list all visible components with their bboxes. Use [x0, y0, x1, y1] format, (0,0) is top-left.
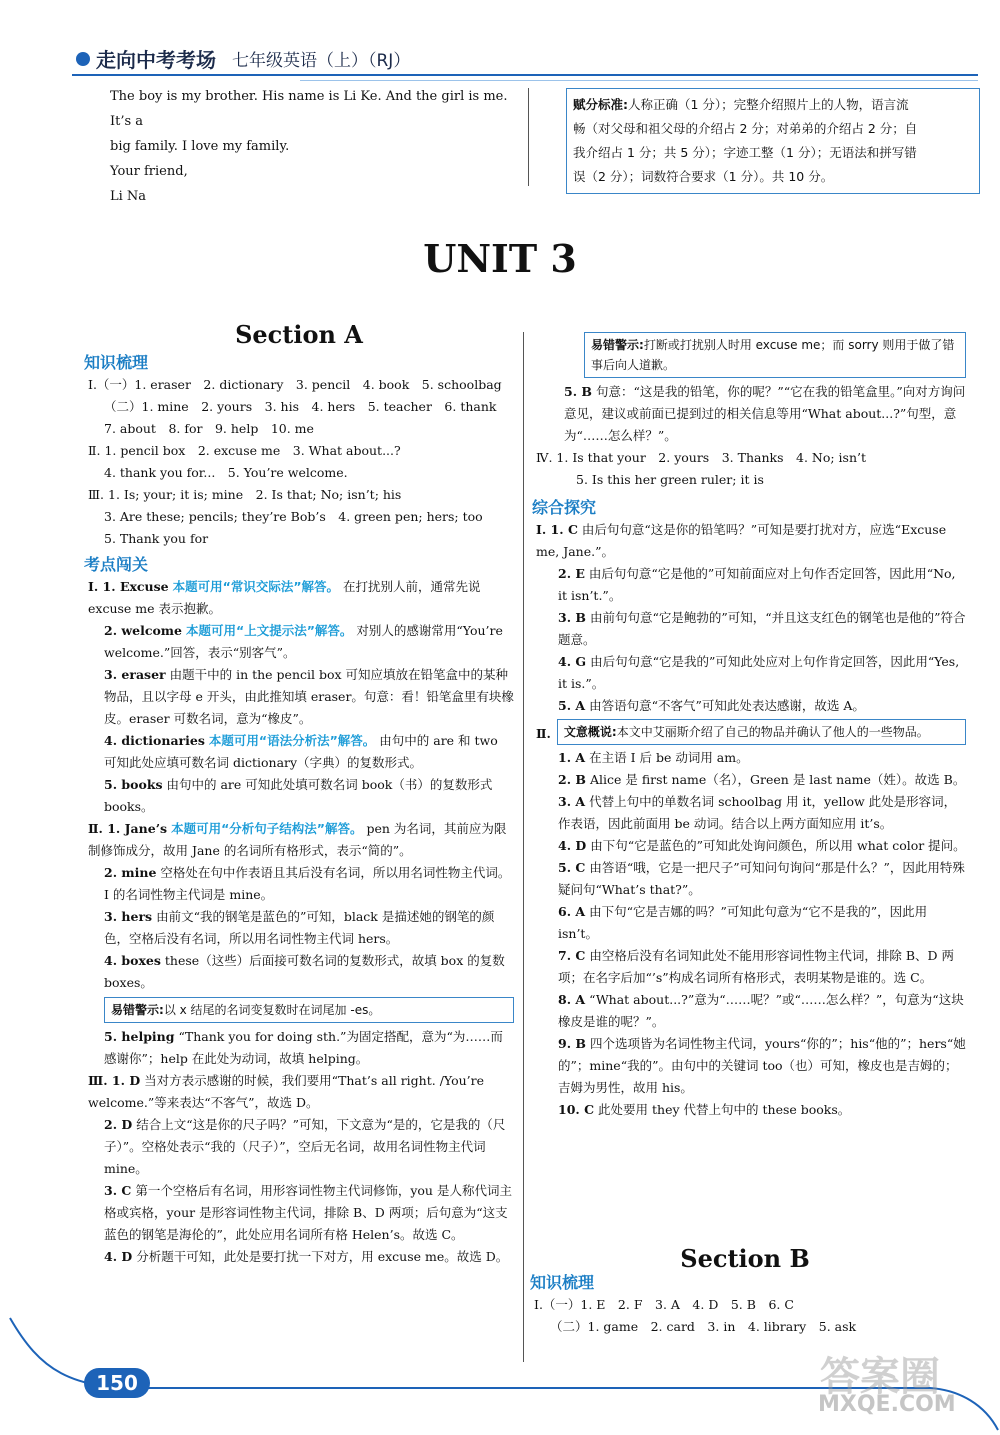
method-hint: 本题可用“常识交际法”解答。 [172, 579, 340, 594]
explanation-item [532, 695, 966, 717]
watermark-logo: 答案圈 [820, 1354, 940, 1400]
explanation-item [84, 730, 514, 774]
explanation-item [84, 620, 514, 664]
item-text: Alice 是 first name（名），Green 是 last name（姓）。故选 B。 [589, 772, 966, 787]
scoring-label: 赋分标准: [573, 97, 628, 112]
explanation-item [84, 1180, 514, 1246]
explanation-item [532, 1099, 966, 1121]
explanation-item [532, 381, 966, 447]
section-b-title: Section B [680, 1244, 810, 1273]
item-text: 代替上句中的单数名词 schoolbag 用 it，yellow 此处是形容词，作表语，因此前面用 be 动词。结合以上两方面知应用 it’s。 [558, 794, 957, 831]
item-text: 由下句“它是蓝色的”可知此处询问颜色，所以用 what color 提问。 [590, 838, 966, 853]
explanation-item [84, 1070, 514, 1114]
warning-label: 易错警示: [111, 1003, 164, 1017]
item-text: 由下句“它是吉娜的吗？”可知此句意为“它不是我的”，因此用 isn’t。 [558, 904, 928, 941]
letter-line: big family. I love my family. [110, 139, 290, 154]
answer-line: Ⅲ. 1. Is; your; it is; mine 2. Is that; No; isn’t; his [88, 487, 402, 502]
item-number: 4. D [104, 1249, 133, 1264]
item-text: 由句中的 are 可知此处填可数名词 book（书）的复数形式 books。 [104, 777, 493, 814]
error-warning-box [104, 997, 514, 1023]
column-divider [523, 332, 524, 1362]
item-text: 由答语“哦，它是一把尺子”可知问句询问“那是什么？”，因此用特殊疑问句“What’s that?”。 [558, 860, 965, 897]
item-number: 7. C [558, 948, 586, 963]
item-number: Ⅰ. 1. C [536, 522, 578, 537]
item-number: 9. B [558, 1036, 586, 1051]
item-number: 2. E [558, 566, 585, 581]
explanation-item [84, 862, 514, 906]
explanation-item [532, 945, 966, 989]
item-text: 句意：“这是我的铅笔，你的呢？”“它在我的铅笔盒里。”向对方询问意见，建议或前面已提到过的相关信息等用“What about...?”句型，意为“……怎么样？”。 [564, 384, 966, 443]
method-hint: 本题可用“分析句子结构法”解答。 [171, 821, 363, 836]
item-text: 当对方表示感谢的时候，我们要用“That’s all right. /You’re welcome.”等来表达“不客气”，故选 D。 [88, 1073, 484, 1110]
item-number: 10. C [558, 1102, 595, 1117]
watermark-url: MXQE.COM [818, 1392, 956, 1417]
column-divider [528, 88, 529, 186]
category-heading: 综合探究 [532, 498, 597, 517]
letter-line: Your friend, [110, 164, 188, 179]
book-subtitle: 七年级英语（上）（RJ） [232, 51, 411, 71]
explanation-item [84, 664, 514, 730]
page-number: 150 [84, 1368, 150, 1398]
item-number: Ⅰ. 1. Excuse [88, 579, 169, 594]
item-number: 4. dictionaries [104, 733, 205, 748]
item-text: 分析题干可知，此处是要打扰一下对方，用 excuse me。故选 D。 [136, 1249, 509, 1264]
section-a-title: Section A [235, 320, 363, 349]
explanation-item [532, 989, 966, 1033]
item-text: 在主语 I 后 be 动词用 am。 [589, 750, 749, 765]
category-heading: 知识梳理 [530, 1273, 595, 1292]
item-text: 由句中的 are 和 two 可知此处应填可数名词 dictionary（字典）的复数形式。 [104, 733, 498, 770]
item-text: “What about...?”意为“……呢？”或“……怎么样？”，句意为“这块橡皮是谁的呢？”。 [558, 992, 964, 1029]
scoring-line: 畅（对父母和祖父母的介绍占 2 分；对弟弟的介绍占 2 分；自 [573, 121, 918, 136]
warning-text: 以 x 结尾的名词变复数时在词尾加 -es。 [163, 1003, 381, 1017]
category-heading: 考点闯关 [84, 555, 149, 574]
item-text: pen 为名词，其前应为限制修饰成分，故用 Jane 的名词所有格形式，表示“简的”。 [88, 821, 507, 858]
explanation-item [84, 906, 514, 950]
scoring-line: 误（2 分）；词数符合要求（1 分）。共 10 分。 [573, 169, 834, 184]
item-text: 由答语句意“不客气”可知此处表达感谢，故选 A。 [589, 698, 865, 713]
explanation-item [84, 950, 514, 994]
passage-summary-box [557, 719, 966, 745]
summary-label: 文意概说: [563, 725, 617, 739]
explanation-item [84, 1026, 514, 1070]
explanation-item [532, 857, 966, 901]
item-number: Ⅱ. 1. Jane’s [88, 821, 168, 836]
item-text: 由后句句意“它是他的”可知前面应对上句作否定回答，因此用“No, it isn’t.”。 [558, 566, 956, 603]
item-number: 2. mine [104, 865, 157, 880]
item-text: “Thank you for doing sth.”为固定搭配，意为“为……而感谢你”；help 在此处为动词，故填 helping。 [104, 1029, 503, 1066]
answer-line: Ⅰ.（一）1. eraser 2. dictionary 3. pencil 4. book 5. schoolbag [88, 377, 502, 392]
item-number: 2. welcome [104, 623, 182, 638]
item-text: 由题干中的 in the pencil box 可知应填放在铅笔盒中的某种物品，且以字母 e 开头，由此推知填 eraser。句意：看！铅笔盒里有块橡皮。eraser 可数名词，意为“橡皮”。 [104, 667, 514, 726]
answer-line: （二）1. game 2. card 3. in 4. library 5. ask [550, 1319, 857, 1334]
answer-line: Ⅳ. 1. Is that your 2. yours 3. Thanks 4. No; isn’t [536, 450, 867, 465]
explanation-item [532, 901, 966, 945]
item-number: 1. A [558, 750, 586, 765]
explanation-item [84, 818, 514, 862]
item-number: 5. C [558, 860, 586, 875]
item-text: 在打扰别人前，通常先说 excuse me 表示抱歉。 [88, 579, 481, 616]
header-rule-thin [300, 80, 978, 81]
item-number: 3. hers [104, 909, 153, 924]
item-number: 3. eraser [104, 667, 166, 682]
left-column [84, 320, 514, 1268]
letter-line: Li Na [110, 189, 147, 204]
item-number: Ⅲ. 1. D [88, 1073, 141, 1088]
explanation-item [532, 769, 966, 791]
answer-line: （二）1. mine 2. yours 3. his 4. hers 5. teacher 6. thank [104, 399, 497, 414]
item-text: 此处要用 they 代替上句中的 these books。 [598, 1102, 851, 1117]
answer-line: 7. about 8. for 9. help 10. me [104, 421, 314, 436]
unit-title: UNIT 3 [423, 236, 577, 281]
explanation-item [84, 1114, 514, 1180]
scoring-line: 人称正确（1 分）；完整介绍照片上的人物，语言流 [628, 97, 909, 112]
answer-line: 5. Thank you for [104, 531, 209, 546]
explanation-item [532, 791, 966, 835]
explanation-item [84, 774, 514, 818]
item-number: 5. A [558, 698, 586, 713]
item-number: 3. A [558, 794, 586, 809]
explanation-item [532, 519, 966, 563]
item-text: these（这些）后面接可数名词的复数形式，故填 box 的复数 boxes。 [104, 953, 505, 990]
letter-text [110, 84, 520, 209]
item-number: 5. B [564, 384, 592, 399]
explanation-item [532, 607, 966, 651]
item-text: 四个选项皆为名词性物主代词，yours“你的”；his“他的”；hers“她的”；mine“我的”。由句中的关键词 too（也）可知，橡皮也是吉姆的；吉姆为男性，故用 his。 [558, 1036, 966, 1095]
item-text: 对别人的感谢常用“You’re welcome.”回答，表示“别客气”。 [104, 623, 503, 660]
item-number: 4. G [558, 654, 587, 669]
answer-line: 3. Are these; pencils; they’re Bob’s 4. green pen; hers; too [104, 509, 483, 524]
item-text: 由前文“我的钢笔是蓝色的”可知，black 是描述她的钢笔的颜色，空格后没有名词，所以用名词性物主代词 hers。 [104, 909, 495, 946]
item-number: 2. D [104, 1117, 133, 1132]
answer-line: 5. Is this her green ruler; it is [576, 472, 764, 487]
scoring-criteria-box [566, 88, 980, 194]
item-text: 由后句句意“它是我的”可知此处应对上句作肯定回答，因此用“Yes, it is.”。 [558, 654, 960, 691]
warning-text: 打断或打扰别人时用 excuse me；而 sorry 则用于做了错事后向人道歉。 [591, 338, 955, 372]
explanation-item [532, 563, 966, 607]
answer-line: 4. thank you for... 5. You’re welcome. [104, 465, 348, 480]
scoring-line: 我介绍占 1 分；共 5 分）；字迹工整（1 分）；无语法和拼写错 [573, 145, 917, 160]
item-number: 5. books [104, 777, 163, 792]
summary-text: 本文中艾丽斯介绍了自己的物品并确认了他人的一些物品。 [616, 725, 929, 739]
explanation-item [532, 835, 966, 857]
item-number: 3. B [558, 610, 586, 625]
item-number: 3. C [104, 1183, 132, 1198]
item-text: 第一个空格后有名词，用形容词性物主代词修饰，you 是人称代词主格或宾格，your 是形容词性物主代词，排除 B、D 两项；后句意为“这支蓝色的钢笔是海伦的”，此处应用名词所有格 Helen’s。故选 C。 [104, 1183, 512, 1242]
explanation-item [84, 1246, 514, 1268]
letter-line: The boy is my brother. His name is Li Ke. And the girl is me. It’s a [110, 89, 508, 129]
passage-summary-row [532, 719, 966, 745]
item-number: 8. A [558, 992, 586, 1007]
answer-line: Ⅰ.（一）1. E 2. F 3. A 4. D 5. B 6. C [534, 1297, 794, 1312]
item-number: 5. helping [104, 1029, 175, 1044]
explanation-item [84, 576, 514, 620]
item-number: 4. boxes [104, 953, 161, 968]
method-hint: 本题可用“语法分析法”解答。 [208, 733, 376, 748]
item-text: 由前句句意“它是鲍勃的”可知，“并且这支红色的钢笔也是他的”符合题意。 [558, 610, 966, 647]
explanation-item [532, 747, 966, 769]
header-bullet-icon [76, 52, 90, 66]
item-text: 结合上文“这是你的尺子吗？”可知，下文意为“是的，它是我的（尺子）”。空格处表示“我的（尺子）”，空后无名词，故用名词性物主代词 mine。 [104, 1117, 506, 1176]
book-title: 走向中考考场 [96, 48, 216, 72]
right-column [532, 332, 966, 1121]
category-heading: 知识梳理 [84, 353, 149, 372]
item-number: Ⅱ. [536, 726, 551, 741]
header-rule [72, 74, 978, 76]
answer-line: Ⅱ. 1. pencil box 2. excuse me 3. What about...? [88, 443, 401, 458]
item-number: 2. B [558, 772, 586, 787]
item-text: 空格处在句中作表语且其后没有名词，所以用名词性物主代词。I 的名词性物主代词是 mine。 [104, 865, 511, 902]
warning-label: 易错警示: [591, 338, 644, 352]
method-hint: 本题可用“上文提示法”解答。 [185, 623, 353, 638]
item-text: 由后句句意“这是你的铅笔吗？”可知是要打扰对方，应选“Excuse me, Jane.”。 [536, 522, 947, 559]
item-number: 4. D [558, 838, 587, 853]
item-text: 由空格后没有名词知此处不能用形容词性物主代词，排除 B、D 两项；在名字后加“’s”构成名词所有格形式，表明某物是谁的。选 C。 [558, 948, 954, 985]
error-warning-box [584, 332, 966, 378]
explanation-item [532, 1033, 966, 1099]
explanation-item [532, 651, 966, 695]
item-number: 6. A [558, 904, 586, 919]
